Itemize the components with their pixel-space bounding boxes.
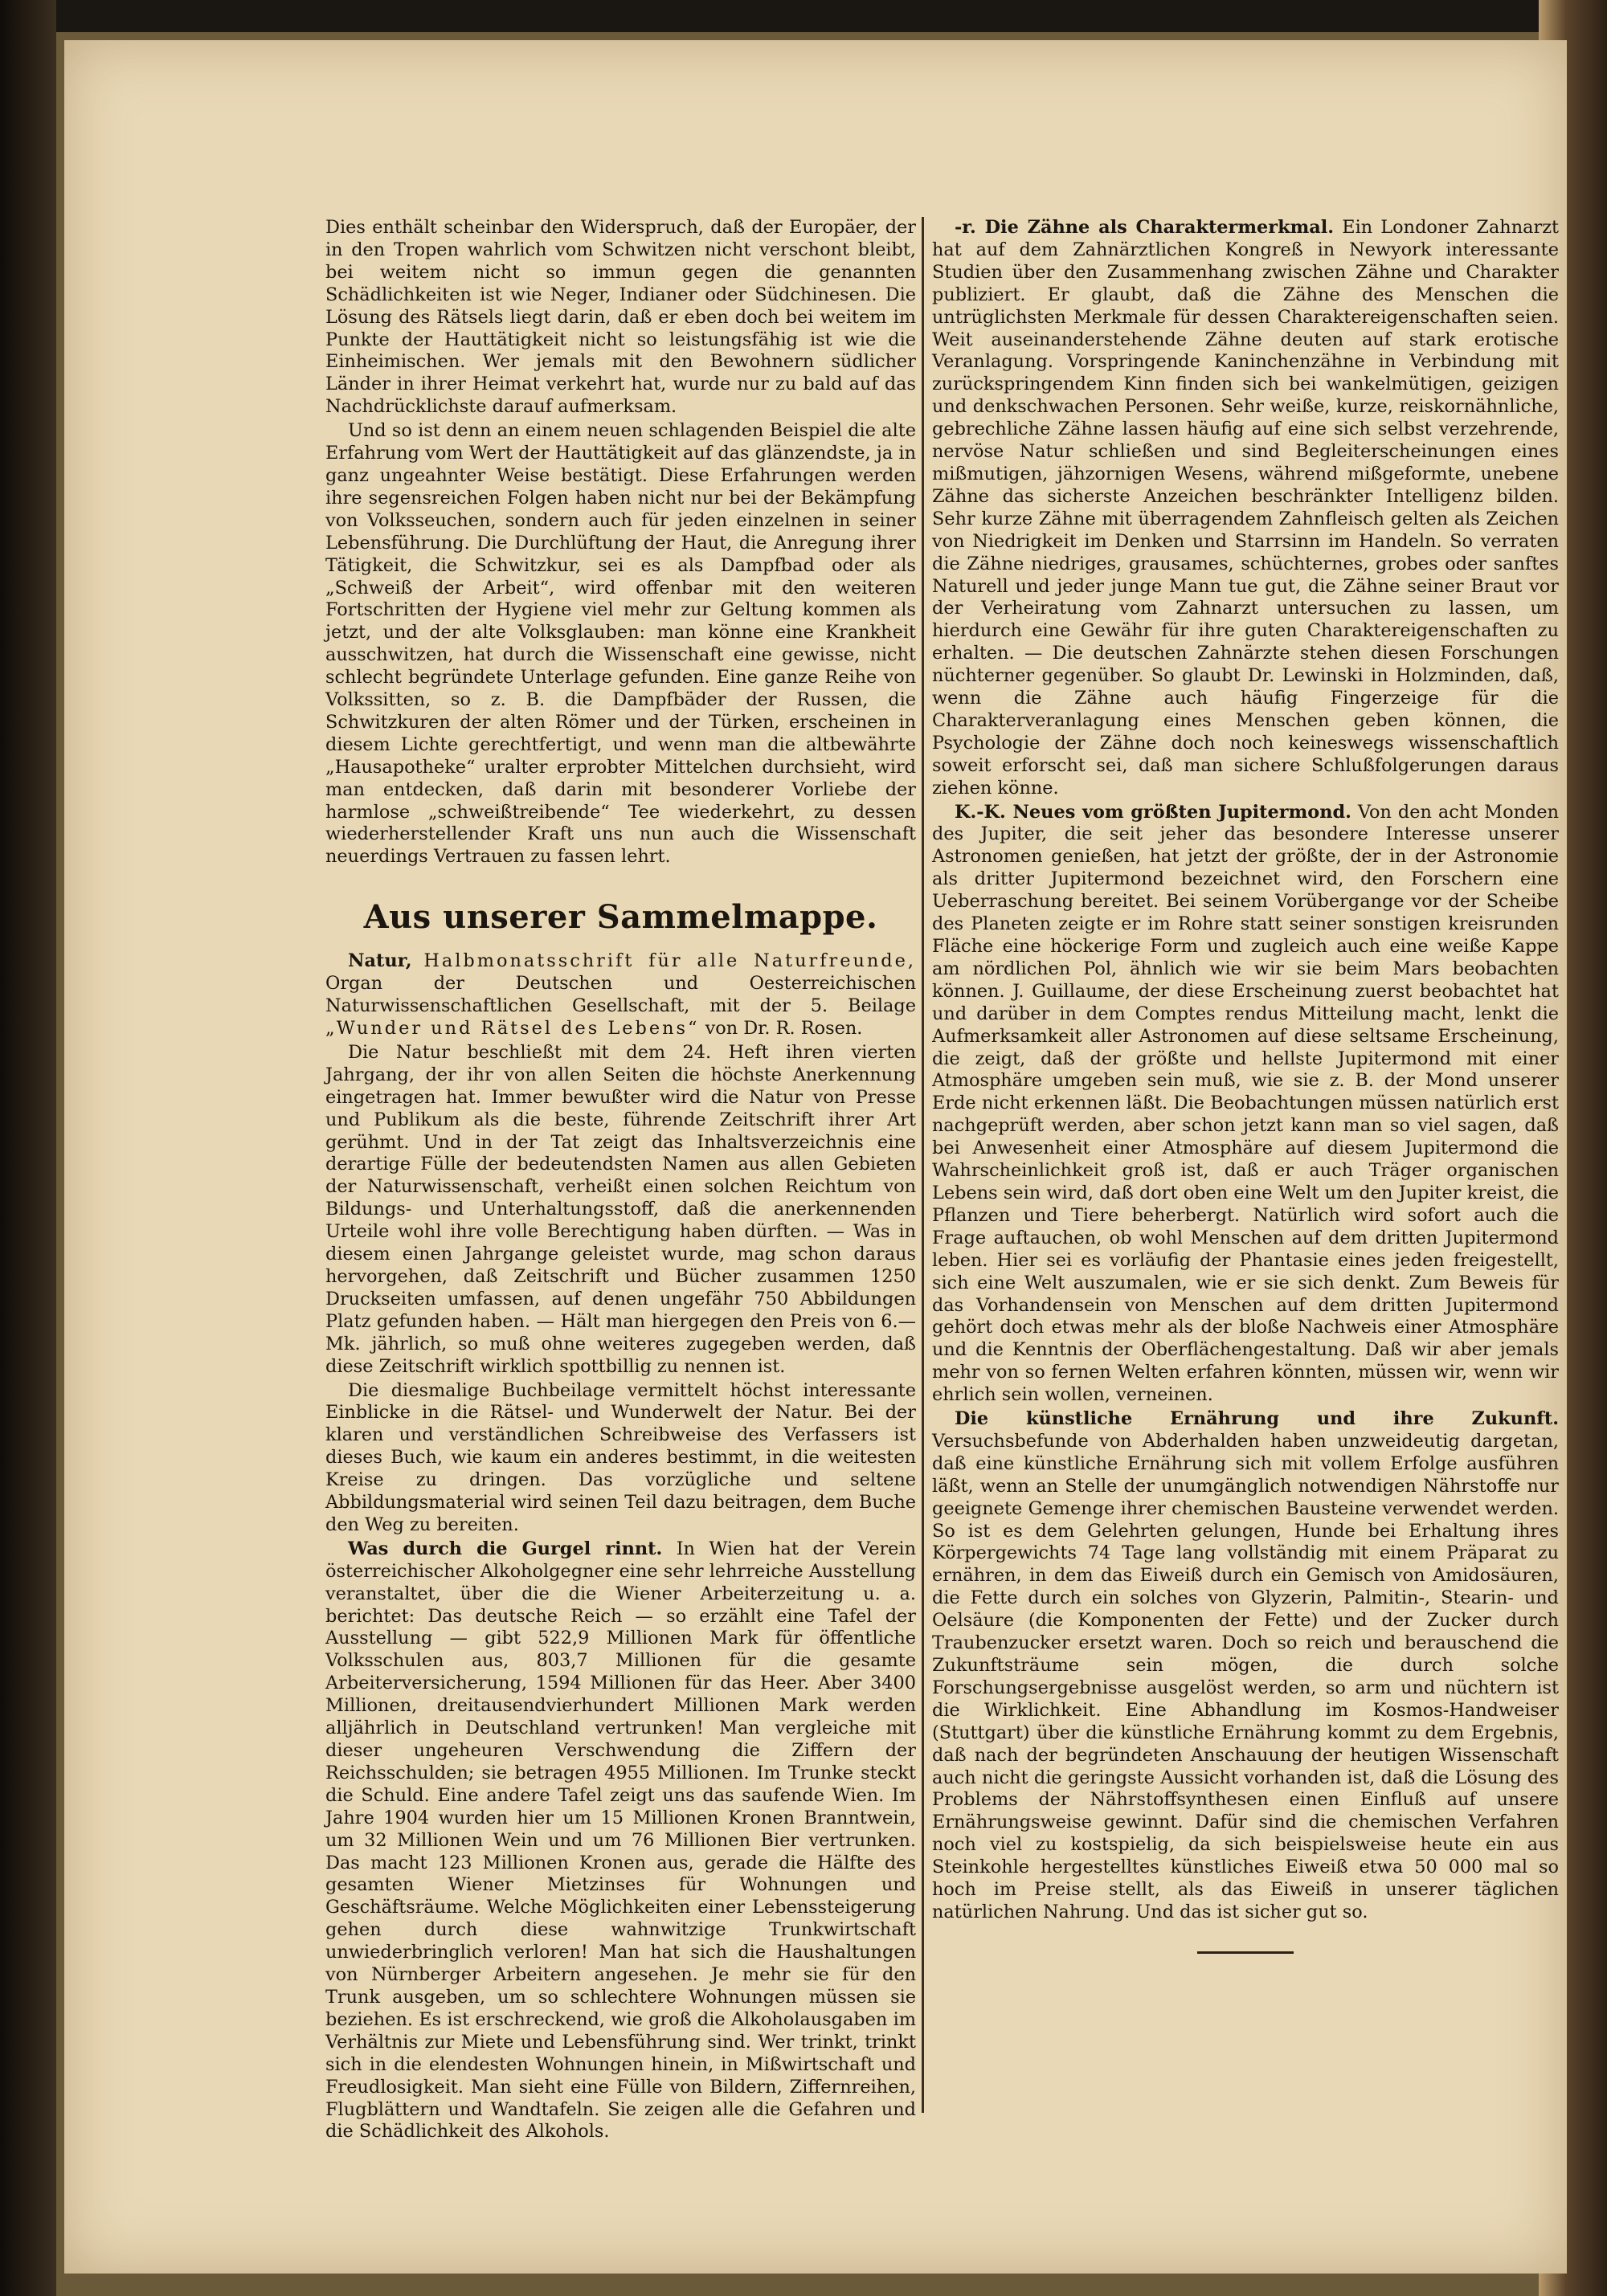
- jupiter-body: Von den acht Monden des Jupiter, die seit jeher das besondere Interesse unserer Astronomen genießen, hat jetzt der größte, der in der Astronomie als dritter Jupitermond bezeichnet wird, den Forschern eine Ueberraschung bereitet. Bei seinem Vorübergange vor der Scheibe des Planeten zeigte er im Rohre statt seiner sonstigen kreisrunden Fläche eine höckerige Form und zugleich auch eine weiße Kappe am nördlichen Pol, ähnlich wie wir sie beim Mars beobachten können. J. Guillaume, der diese Erscheinung zuerst beobachtet hat und darüber in dem Comptes rendus Mitteilung macht, lenkt die Aufmerksamkeit aller Astronomen auf diese seltsame Erscheinung, die zeigt, daß der größte und hellste Jupitermond mit einer Atmosphäre umgeben sein muß, wie sie z. B. der Mond unserer Erde nicht erkennen läßt. Die Beobachtungen müssen natürlich erst nachgeprüft werden, aber schon jetzt kann man so viel sagen, daß bei Anwesenheit einer Atmosphäre auf diesem Jupitermond die Wahrscheinlichkeit groß ist, daß er auch Träger organischen Lebens sein wird, daß dort oben eine Welt um den Jupiter kreist, die Pflanzen und Tiere beherbergt. Natürlich wird sofort auch die Frage auftauchen, ob wohl Menschen auf dem dritten Jupitermond leben. Hier sei es vorläufig der Phantasie eines jeden freigestellt, sich eine Welt auszumalen, wie er sie sich denkt. Zum Beweis für das Vorhandensein von Menschen auf dem dritten Jupitermond gehört doch etwas mehr als der bloße Nachweis einer Atmosphäre und die Kenntnis der Oberflächengestaltung. Daß wir aber jemals mehr von so fernen Welten erfahren könnten, müssen wir, wenn wir ehrlich sein wollen, verneinen.: [932, 801, 1559, 1406]
- left-column: [325, 217, 916, 2145]
- zaehne-heading: -r. Die Zähne als Charaktermerkmal.: [955, 217, 1335, 238]
- paragraph-gurgel: [325, 1538, 916, 2143]
- natur-organ: Organ der Deutschen und Oesterreichischen Naturwissenschaftlichen Gesellschaft, mit der 5. Beilage: [325, 973, 916, 1017]
- ernaehrung-body: Versuchsbefunde von Abderhalden haben unzweideutig dargetan, daß eine künstliche Ernährung sich mit vollem Erfolge ausführen läßt, wenn an Stelle der unumgänglich notwendigen Nährstoffe nur geeignete Gemenge ihrer chemischen Bausteine verwendet werden. So ist es dem Gelehrten gelungen, Hunde bei Erhaltung ihres Körpergewichts 74 Tage lang vollständig mit einem Präparat zu ernähren, in dem das Eiweiß durch ein Gemisch von Amidosäuren, die Fette durch ein solches von Glyzerin, Palmitin-, Stearin- und Oelsäure (die Komponenten der Fette) und der Zucker durch Traubenzucker ersetzt waren. Doch so reich und berauschend die Zukunftsträume sein mögen, die durch solche Forschungsergebnisse ausgelöst werden, so arm und nüchtern ist die Wirklichkeit. Eine Abhandlung im Kosmos-Handweiser (Stuttgart) über die künstliche Ernährung kommt zu dem Ergebnis, daß nach der begründeten Anschauung der heutigen Wissenschaft auch nicht die geringste Aussicht vorhanden ist, daß die Lösung des Problems der Nährstoffsynthesen einen Einfluß auf unsere Ernährungsweise gewinnt. Dafür sind die chemischen Verfahren noch viel zu kostspielig, da sich beispielsweise heute ein aus Steinkohle hergestelltes künstliches Eiweiß etwa 50 000 mal so hoch im Preise stellt, als das Eiweiß in unserer täglichen natürlichen Nahrung. Und das ist sicher gut so.: [932, 1430, 1559, 1922]
- natur-author: von Dr. R. Rosen.: [705, 1018, 863, 1039]
- natur-heading: Natur,: [348, 950, 412, 972]
- column-divider: [922, 217, 924, 2113]
- paragraph-buchbeilage: Die diesmalige Buchbeilage vermittelt höchst interessante Einblicke in die Rätsel- und Wunderwelt der Natur. Bei der klaren und verständlichen Schreibweise des Verfassers ist dieses Buch, wie kaum ein anderes bestimmt, in die weitesten Kreise zu dringen. Das vorzügliche und seltene Abbildungsmaterial wird seinen Teil dazu beitragen, dem Buche den Weg zu bereiten.: [325, 1379, 916, 1535]
- natur-subtitle: Halbmonatsschrift für alle Naturfreunde,: [423, 950, 916, 972]
- paragraph-hauttaetigkeit: Und so ist denn an einem neuen schlagenden Beispiel die alte Erfahrung vom Wert der Hauttätigkeit auf das glänzendste, ja in ganz ungeahnter Weise bestätigt. Diese Erfahrungen werden ihre segensreichen Folgen haben nicht nur bei der Bekämpfung von Volksseuchen, sondern auch für jeden einzelnen in seiner Lebensführung. Die Durchlüftung der Haut, die Anregung ihrer Tätigkeit, die Schwitzkur, sei es als Dampfbad oder als „Schweiß der Arbeit“, wird offenbar mit den weiteren Fortschritten der Hygiene viel mehr zur Geltung kommen als jetzt, und der alte Volksglauben: man könne eine Krankheit ausschwitzen, hat durch die Wissenschaft eine gewisse, nicht schlecht begründete Unterlage gefunden. Eine ganze Reihe von Volkssitten, so z. B. die Dampfbäder der Russen, die Schwitzkuren der alten Römer und der Türken, erscheinen in diesem Lichte gerechtfertigt, und wenn man die altbewährte „Hausapotheke“ uralter erprobter Mittelchen durchsieht, wird man entdecken, daß darin mit besonderer Vorliebe der harmlose „schweißtreibende“ Tee wiederkehrt, zu dessen wiederherstellender Kraft uns nun auch die Wissenschaft neuerdings Vertrauen zu fassen lehrt.: [325, 420, 916, 868]
- gurgel-body: In Wien hat der Verein österreichischer Alkoholgegner eine sehr lehrreiche Ausstellung veranstaltet, über die die Wiener Arbeiterzeitung u. a. berichtet: Das deutsche Reich — so erzählt eine Tafel der Ausstellung — gibt 522,9 Millionen Mark für öffentliche Volksschulen aus, 803,7 Millionen für die gesamte Arbeiterversicherung, 1594 Millionen für das Heer. Aber 3400 Millionen, dreitausendvierhundert Millionen Mark werden alljährlich in Deutschland vertrunken! Man vergleiche mit dieser ungeheuren Verschwendung die Ziffern der Reichsschulden; sie betragen 4955 Millionen. Im Trunke steckt die Schuld. Eine andere Tafel zeigt uns das saufende Wien. Im Jahre 1904 wurden hier um 15 Millionen Kronen Branntwein, um 32 Millionen Wein und um 76 Millionen Bier vertrunken. Das macht 123 Millionen Kronen aus, gerade die Hälfte des gesamten Wiener Mietzinses für Wohnungen und Geschäftsräume. Welche Möglichkeiten einer Lebenssteigerung gehen durch diese wahnwitzige Trunkwirtschaft unwiederbringlich verloren! Man hat sich die Haushaltungen von Nürnberger Arbeitern angesehen. Je mehr sie für den Trunk ausgeben, um so schlechtere Wohnungen müssen sie beziehen. Es ist erschreckend, wie groß die Alkoholausgaben im Verhältnis zur Miete und Lebensführung sind. Wer trinkt, trinkt sich in die elendesten Wohnungen hinein, in Mißwirtschaft und Freudlosigkeit. Man sieht eine Fülle von Bildern, Ziffernreihen, Flugblättern und Wandtafeln. Sie zeigen alle die Gefahren und die Schädlichkeit des Alkohols.: [325, 1538, 917, 2143]
- zaehne-body: Ein Londoner Zahnarzt hat auf dem Zahnärztlichen Kongreß in Newyork interessante Studien über den Zusammenhang zwischen Zähne und Charakter publiziert. Er glaubt, daß die Zähne des Menschen die untrüglichsten Merkmale für dessen Charaktereigenschaften seien. Weit auseinanderstehende Zähne deuten auf stark erotische Veranlagung. Vorspringende Kaninchenzähne in Verbindung mit zurückspringendem Kinn finden sich bei wankelmütigen, geizigen und denkschwachen Personen. Sehr weiße, kurze, reiskornähnliche, gebrechliche Zähne lassen häufig auf eine sich selbst verzehrende, nervöse Natur schließen und sind Begleiterscheinungen eines mißmutigen, jähzornigen Wesens, während mißgeformte, unebene Zähne das sicherste Anzeichen beschränkter Intelligenz bilden. Sehr kurze Zähne mit überragendem Zahnfleisch gelten als Zeichen von Niedrigkeit im Denken und Starrsinn im Handeln. So verraten die Zähne niedriges, grausames, schüchternes, grobes oder sanftes Naturell und jeder junge Mann tue gut, die Zähne seiner Braut vor der Verheiratung vom Zahnarzt untersuchen zu lassen, um hierdurch eine Gewähr für ihre guten Charaktereigenschaften zu erhalten. — Die deutschen Zahnärzte stehen diesen Forschungen nüchterner gegenüber. So glaubt Dr. Lewinski in Holzminden, daß, wenn die Zähne auch häufig Fingerzeige für die Charakterveranlagung eines Menschen geben können, die Psychologie der Zähne doch noch keineswegs wissenschaftlich soweit erforscht sei, daß man sichere Schlußfolgerungen daraus ziehen könne.: [932, 217, 1559, 799]
- paragraph-zaehne: [932, 217, 1559, 800]
- paragraph-natur-intro: [325, 950, 916, 1040]
- paragraph-ernaehrung: [932, 1408, 1559, 1924]
- paragraph-natur-jahrgang: Die Natur beschließt mit dem 24. Heft ihren vierten Jahrgang, der ihr von allen Seiten die höchste Anerkennung eingetragen hat. Immer bewußter wird die Natur von Presse und Publikum als die beste, führende Zeitschrift ihrer Art gerühmt. Und in der Tat zeigt das Inhaltsverzeichnis eine derartige Fülle der bedeutendsten Namen aus allen Gebieten der Naturwissenschaft, verheißt einen solchen Reichtum von Bildungs- und Unterhaltungsstoff, daß die anerkennenden Urteile wohl ihre volle Berechtigung haben dürften. — Was in diesem einen Jahrgange geleistet wurde, mag schon daraus hervorgehen, daß Zeitschrift und Bücher zusammen 1250 Druckseiten umfassen, auf denen ungefähr 750 Abbildungen Platz gefunden haben. — Hält man hiergegen den Preis von 6.— Mk. jährlich, so muß ohne weiteres zugegeben werden, daß diese Zeitschrift wirklich spottbillig zu nennen ist.: [325, 1041, 916, 1377]
- ernaehrung-heading: Die künstliche Ernährung und ihre Zukunft.: [955, 1408, 1559, 1430]
- paragraph-tropen: Dies enthält scheinbar den Widerspruch, daß der Europäer, der in den Tropen wahrlich vom Schwitzen nicht verschont bleibt, bei weitem nicht so immun gegen die genannten Schädlichkeiten ist wie Neger, Indianer oder Südchinesen. Die Lösung des Rätsels liegt darin, daß er eben doch bei weitem im Punkte der Hauttätigkeit nicht so leistungsfähig ist wie die Einheimischen. Wer jemals mit den Bewohnern südlicher Länder in ihrer Heimat verkehrt hat, wurde nur zu bald auf das Nachdrücklichste darauf aufmerksam.: [325, 217, 916, 418]
- jupiter-heading: K.-K. Neues vom größten Jupitermond.: [955, 801, 1351, 823]
- gurgel-heading: Was durch die Gurgel rinnt.: [348, 1538, 663, 1559]
- book-binding-left: [0, 0, 56, 2296]
- scan-border-top: [0, 0, 1607, 32]
- section-title-sammelmappe: Aus unserer Sammelmappe.: [363, 898, 878, 937]
- right-column: [932, 217, 1559, 1954]
- paragraph-jupitermond: [932, 802, 1559, 1407]
- end-rule: [1197, 1951, 1294, 1954]
- natur-beilage-title: „Wunder und Rätsel des Lebens“: [325, 1018, 700, 1039]
